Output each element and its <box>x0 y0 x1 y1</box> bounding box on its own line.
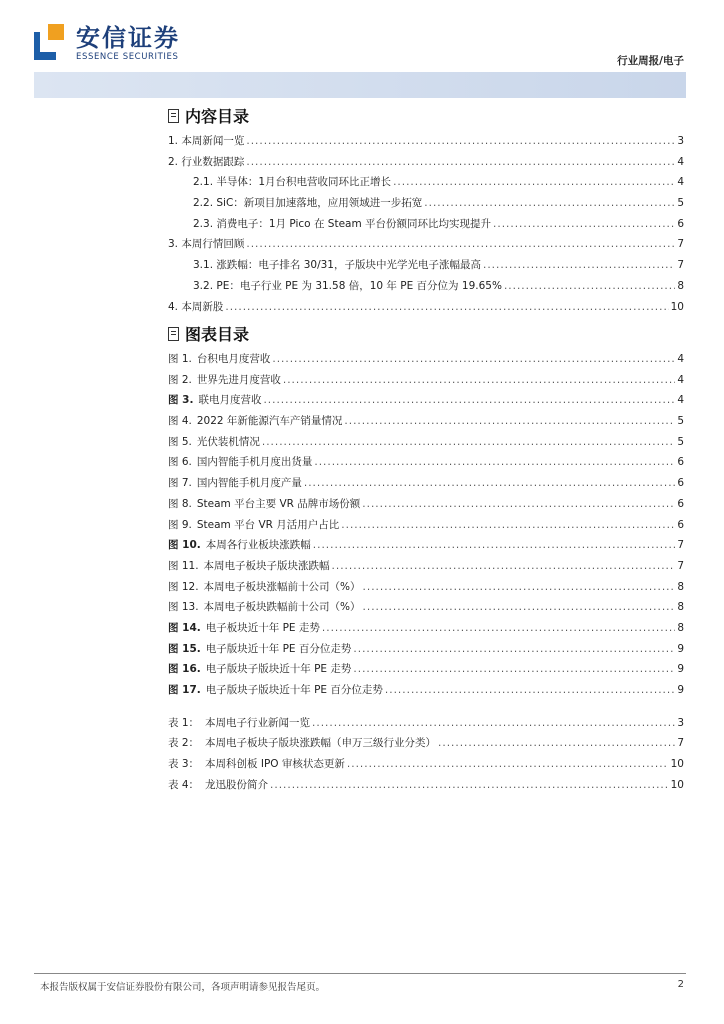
toc-entry-label: 2.2. SiC：新项目加速落地，应用领域进一步拓宽 <box>193 197 423 210</box>
figure-number: 图 3. <box>168 394 194 407</box>
leader-dots <box>353 663 675 675</box>
figure-number: 图 4. <box>168 415 192 428</box>
figure-page: 8 <box>677 580 684 593</box>
contents-section <box>168 104 684 319</box>
figure-label: 本周电子板块涨幅前十公司（%） <box>203 580 361 593</box>
figures-title: 图表目录 <box>185 325 250 344</box>
figure-label: 本周电子板块跌幅前十公司（%） <box>203 601 361 614</box>
figure-number: 图 5. <box>168 435 192 448</box>
leader-dots <box>322 622 675 634</box>
leader-dots <box>246 135 675 147</box>
figure-number: 图 11. <box>168 559 199 572</box>
figure-label: Steam 平台 VR 月活用户占比 <box>196 518 340 531</box>
figure-label: 国内智能手机月度出货量 <box>196 456 313 469</box>
toc-entry[interactable] <box>168 278 684 299</box>
leader-dots <box>438 737 675 749</box>
page-number: 2 <box>677 979 684 990</box>
table-label: 本周电子行业新闻一览 <box>205 716 311 729</box>
toc-entry[interactable] <box>168 236 684 257</box>
leader-dots <box>362 498 675 510</box>
toc-entry[interactable] <box>168 454 684 475</box>
leader-dots <box>353 643 675 655</box>
figure-page: 5 <box>677 415 684 428</box>
figure-number: 图 10. <box>168 539 201 552</box>
toc-entry-page: 7 <box>677 238 684 251</box>
figure-page: 4 <box>677 373 684 386</box>
toc-entry-label: 2.1. 半导体：1月台积电营收同环比正增长 <box>193 176 392 189</box>
footer-divider <box>34 973 686 974</box>
leader-dots <box>332 560 676 572</box>
figure-number: 图 9. <box>168 518 192 531</box>
toc-entry[interactable] <box>168 735 684 756</box>
figure-number: 图 1. <box>168 353 192 365</box>
figure-page: 9 <box>677 663 684 676</box>
figure-page: 9 <box>677 642 684 655</box>
toc-entry[interactable] <box>168 154 684 175</box>
figure-number: 图 2. <box>168 373 192 386</box>
toc-entry[interactable] <box>168 558 684 579</box>
toc-entry[interactable] <box>168 715 684 736</box>
toc-entry-label: 3.1. 涨跌幅：电子排名 30/31，子版块中光学光电子涨幅最高 <box>193 259 481 272</box>
leader-dots <box>246 238 675 250</box>
table-label: 本周科创板 IPO 审核状态更新 <box>205 758 345 771</box>
table-number: 表 4： <box>168 778 200 791</box>
table-number: 表 3： <box>168 758 200 771</box>
toc-entry-page: 5 <box>677 197 684 210</box>
toc-entry-page: 6 <box>677 217 684 230</box>
figure-label: 电子板块近十年 PE 走势 <box>205 621 320 634</box>
figure-label: 2022 年新能源汽车产销量情况 <box>196 415 343 428</box>
leader-dots <box>504 280 675 292</box>
toc-entry[interactable] <box>168 216 684 237</box>
figures-list <box>168 351 684 703</box>
toc-entry[interactable] <box>168 392 684 413</box>
leader-dots <box>363 581 676 593</box>
toc-entry[interactable] <box>168 174 684 195</box>
figure-page: 7 <box>677 539 684 552</box>
leader-dots <box>344 415 675 427</box>
toc-entry[interactable] <box>168 517 684 538</box>
toc-entry[interactable] <box>168 195 684 216</box>
figure-number: 图 8. <box>168 497 192 510</box>
leader-dots <box>312 717 675 729</box>
figure-number: 图 13. <box>168 601 199 614</box>
leader-dots <box>313 539 676 551</box>
table-label: 龙迅股份简介 <box>205 778 269 791</box>
tables-list <box>168 715 684 798</box>
figure-label: 国内智能手机月度产量 <box>196 477 302 490</box>
toc-entry[interactable] <box>168 579 684 600</box>
table-label: 本周电子板块子版块涨跌幅（申万三级行业分类） <box>205 737 437 750</box>
figure-label: 光伏装机情况 <box>196 435 260 448</box>
toc-entry[interactable] <box>168 777 684 798</box>
contents-list <box>168 133 684 319</box>
toc-entry-label: 1. 本周新闻一览 <box>168 135 245 147</box>
document-icon <box>168 327 179 341</box>
figure-page: 8 <box>677 601 684 614</box>
leader-dots <box>272 353 675 365</box>
toc-entry-label: 4. 本周新股 <box>168 300 224 313</box>
toc-entry[interactable] <box>168 620 684 641</box>
toc-entry-page: 8 <box>677 279 684 292</box>
toc-entry-label: 3. 本周行情回顾 <box>168 238 245 251</box>
figure-label: 联电月度营收 <box>198 394 262 407</box>
toc-entry[interactable] <box>168 351 684 372</box>
leader-dots <box>363 601 676 613</box>
table-page: 10 <box>670 758 684 771</box>
figure-label: 世界先进月度营收 <box>196 373 281 386</box>
table-number: 表 1： <box>168 716 200 729</box>
figure-label: 电子版块子版块近十年 PE 走势 <box>205 663 352 676</box>
figure-page: 6 <box>677 477 684 490</box>
figure-number: 图 7. <box>168 477 192 490</box>
header-band <box>34 72 686 98</box>
table-page: 7 <box>677 737 684 750</box>
figure-page: 4 <box>677 353 684 365</box>
figure-page: 6 <box>677 518 684 531</box>
figure-page: 9 <box>677 684 684 696</box>
contents-title: 内容目录 <box>185 107 250 126</box>
contents-heading <box>168 104 684 127</box>
leader-dots <box>225 301 668 313</box>
leader-dots <box>393 176 675 188</box>
toc-entry[interactable] <box>168 133 684 154</box>
leader-dots <box>262 436 675 448</box>
leader-dots <box>424 197 675 209</box>
toc-entry[interactable] <box>168 257 684 278</box>
toc-entry[interactable] <box>168 599 684 620</box>
toc-entry-page: 7 <box>677 259 684 272</box>
leader-dots <box>341 519 675 531</box>
toc-entry[interactable] <box>168 641 684 662</box>
figure-number: 图 16. <box>168 663 201 676</box>
leader-dots <box>483 259 675 271</box>
table-page: 10 <box>670 778 684 791</box>
toc-entry[interactable] <box>168 475 684 496</box>
figure-number: 图 17. <box>168 684 201 696</box>
toc-entry[interactable] <box>168 413 684 434</box>
leader-dots <box>263 394 675 406</box>
table-page: 3 <box>677 716 684 729</box>
logo-mark-icon <box>34 24 68 62</box>
toc-entry[interactable] <box>168 496 684 517</box>
toc-entry-page: 3 <box>677 135 684 147</box>
figure-number: 图 14. <box>168 621 201 634</box>
document-icon <box>168 109 179 123</box>
toc-entry[interactable] <box>168 661 684 682</box>
figure-number: 图 15. <box>168 642 201 655</box>
leader-dots <box>385 684 675 696</box>
toc-entry[interactable] <box>168 537 684 558</box>
figure-page: 6 <box>677 456 684 469</box>
figure-label: 电子版块子版块近十年 PE 百分位走势 <box>205 684 383 696</box>
logo-english-name: ESSENCE SECURITIES <box>76 52 179 62</box>
toc-entry[interactable] <box>168 299 684 320</box>
figure-label: 本周电子板块子版块涨跌幅 <box>203 559 330 572</box>
figure-page: 7 <box>677 559 684 572</box>
leader-dots <box>270 779 669 791</box>
toc-entry-label: 2. 行业数据跟踪 <box>168 155 245 168</box>
leader-dots <box>347 758 669 770</box>
toc-entry-page: 4 <box>677 155 684 168</box>
leader-dots <box>493 218 675 230</box>
toc-entry[interactable] <box>168 682 684 703</box>
toc-entry[interactable] <box>168 756 684 777</box>
leader-dots <box>246 156 675 168</box>
figure-page: 5 <box>677 435 684 448</box>
report-type: 行业周报/电子 <box>617 55 684 67</box>
toc-entry-label: 3.2. PE：电子行业 PE 为 31.58 倍，10 年 PE 百分位为 19.65% <box>193 279 502 292</box>
figures-section <box>168 322 684 797</box>
figure-number: 图 6. <box>168 456 192 469</box>
figure-label: 本周各行业板块涨跌幅 <box>205 539 311 552</box>
footer-disclaimer: 本报告版权属于安信证券股份有限公司，各项声明请参见报告尾页。 <box>40 982 326 993</box>
figures-heading <box>168 322 684 345</box>
toc-entry-page: 10 <box>670 300 684 313</box>
toc-entry-page: 4 <box>677 176 684 189</box>
figure-label: 台积电月度营收 <box>196 353 271 365</box>
toc-entry[interactable] <box>168 434 684 455</box>
toc-entry[interactable] <box>168 372 684 393</box>
leader-dots <box>314 456 675 468</box>
leader-dots <box>304 477 675 489</box>
figure-label: 电子版块近十年 PE 百分位走势 <box>205 642 352 655</box>
leader-dots <box>283 374 675 386</box>
figure-page: 6 <box>677 497 684 510</box>
toc-entry-label: 2.3. 消费电子：1月 Pico 在 Steam 平台份额同环比均实现提升 <box>193 217 492 230</box>
company-logo <box>34 24 180 62</box>
figure-page: 4 <box>677 394 684 407</box>
figure-label: Steam 平台主要 VR 品牌市场份额 <box>196 497 361 510</box>
figure-number: 图 12. <box>168 580 199 593</box>
table-number: 表 2： <box>168 737 200 750</box>
figure-page: 8 <box>677 621 684 634</box>
logo-chinese-name: 安信证券 <box>76 24 180 52</box>
